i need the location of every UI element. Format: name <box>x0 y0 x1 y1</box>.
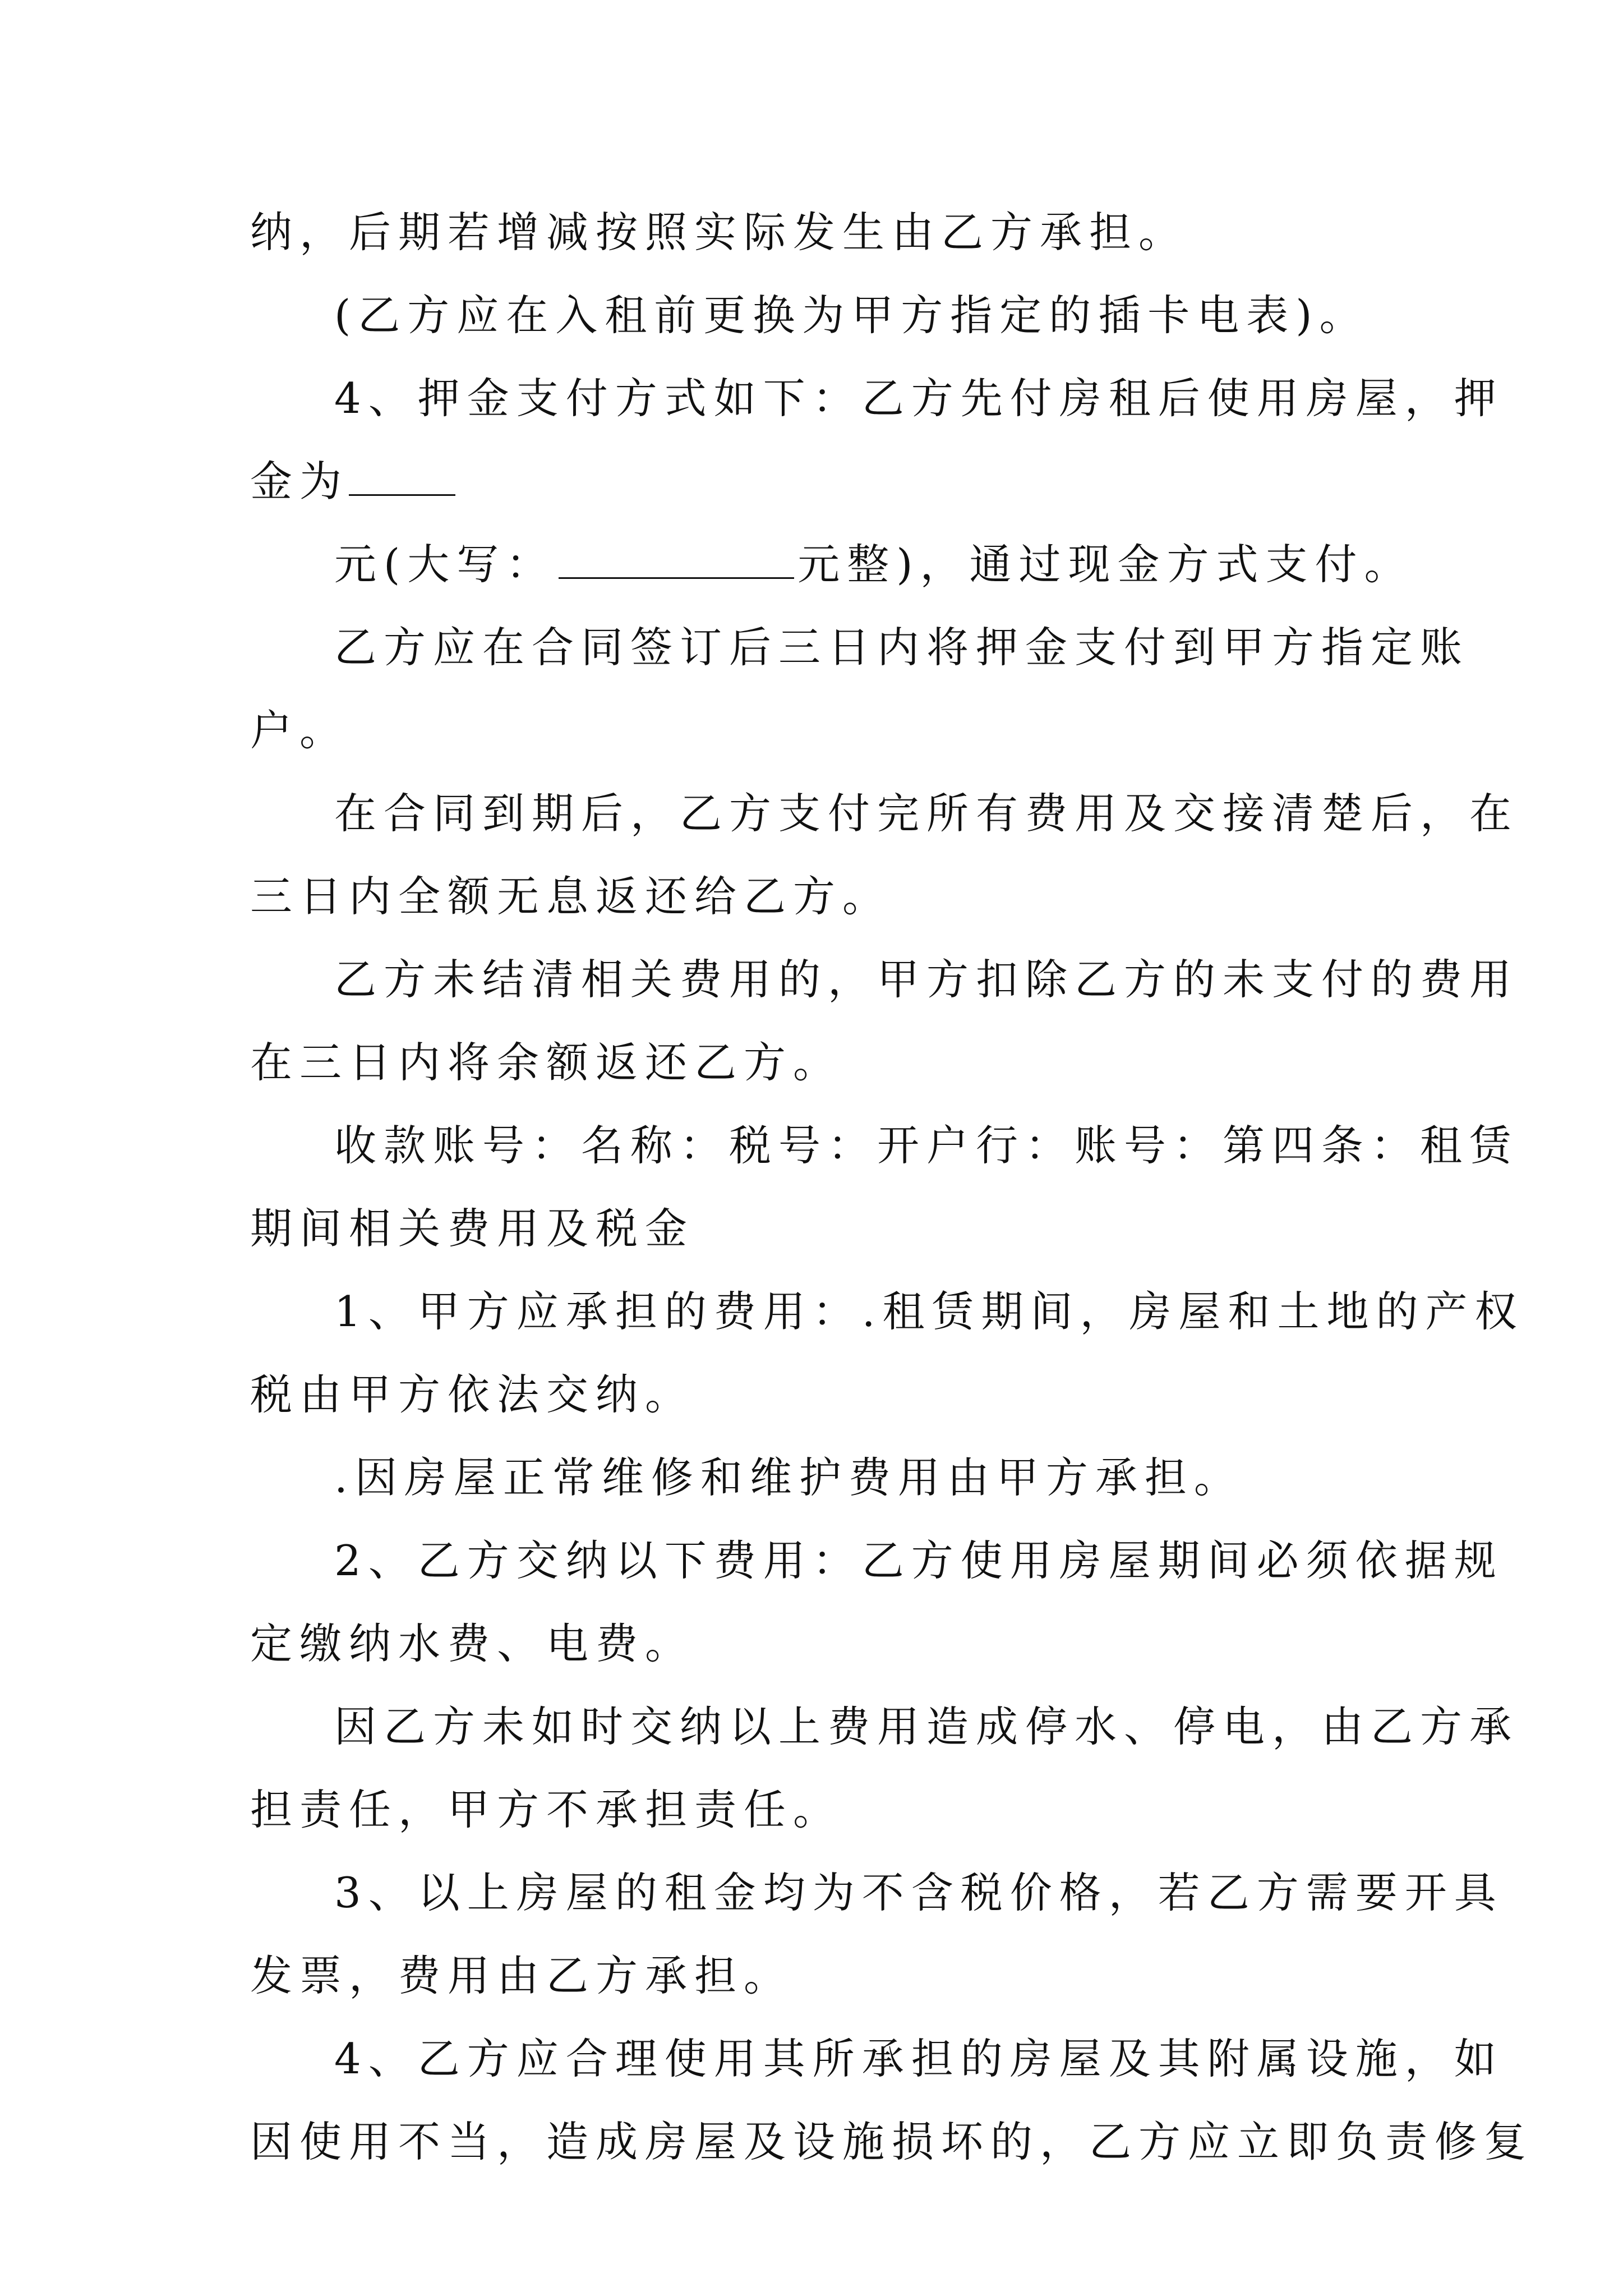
line-text: 乙方应在合同签订后三日内将押金支付到甲方指定账 <box>334 623 1470 672</box>
text-line <box>250 274 1383 357</box>
text-line <box>250 1685 1519 1768</box>
line-text: 期间相关费用及税金 <box>250 1204 695 1253</box>
line-text: 因乙方未如时交纳以上费用造成停水、停电，由乙方承 <box>334 1702 1519 1751</box>
line-text: 元整)，通过现金方式支付。 <box>797 540 1414 589</box>
text-line <box>250 191 1383 274</box>
text-line <box>250 1353 1383 1436</box>
line-text: 定缴纳水费、电费。 <box>250 1619 695 1668</box>
deposit-uppercase-blank <box>559 542 794 579</box>
line-text: 4、乙方应合理使用其所承担的房屋及其附属设施，如 <box>334 2034 1504 2083</box>
line-text: (乙方应在入租前更换为甲方指定的插卡电表)。 <box>334 291 1369 340</box>
text-line <box>250 523 1414 606</box>
document-page <box>250 191 1534 2183</box>
text-line <box>250 440 1383 523</box>
line-text: 乙方未结清相关费用的，甲方扣除乙方的未支付的费用 <box>334 955 1519 1004</box>
line-text: 金为 <box>250 457 349 506</box>
line-text: 元(大写： <box>334 540 556 589</box>
line-text: .因房屋正常维修和维护费用由甲方承担。 <box>334 1453 1243 1502</box>
line-text: 1、甲方应承担的费用：.租赁期间，房屋和土地的产权 <box>334 1287 1524 1336</box>
text-line <box>250 1851 1504 1934</box>
text-line <box>250 938 1519 1021</box>
line-text: 纳，后期若增减按照实际发生由乙方承担。 <box>250 208 1188 257</box>
line-text: 户。 <box>250 706 349 755</box>
text-line <box>250 357 1504 440</box>
line-text: 4、押金支付方式如下：乙方先付房租后使用房屋，押 <box>334 374 1504 423</box>
text-line <box>250 1934 1383 2017</box>
text-line <box>250 689 1383 772</box>
line-text: 3、以上房屋的租金均为不含税价格，若乙方需要开具 <box>334 1868 1504 1917</box>
line-text: 三日内全额无息返还给乙方。 <box>250 872 892 921</box>
text-line <box>250 606 1470 689</box>
text-line <box>250 1021 1383 1104</box>
deposit-amount-blank <box>349 459 455 496</box>
text-line <box>250 2100 1534 2183</box>
line-text: 在合同到期后，乙方支付完所有费用及交接清楚后，在 <box>334 789 1519 838</box>
line-text: 在三日内将余额返还乙方。 <box>250 1038 843 1087</box>
text-line <box>250 1436 1383 1519</box>
line-text: 收款账号：名称：税号：开户行：账号：第四条：租赁 <box>334 1121 1519 1170</box>
text-line <box>250 1104 1519 1187</box>
text-line <box>250 1519 1504 1602</box>
text-line <box>250 855 1383 938</box>
text-line <box>250 1270 1524 1353</box>
line-text: 担责任，甲方不承担责任。 <box>250 1785 843 1834</box>
text-line <box>250 2017 1504 2100</box>
line-text: 发票，费用由乙方承担。 <box>250 1951 794 2000</box>
text-line <box>250 1602 1383 1685</box>
text-line <box>250 772 1519 855</box>
text-line <box>250 1768 1383 1851</box>
line-text: 因使用不当，造成房屋及设施损坏的，乙方应立即负责修复 <box>250 2117 1534 2166</box>
text-line <box>250 1187 1383 1270</box>
line-text: 税由甲方依法交纳。 <box>250 1370 695 1419</box>
line-text: 2、乙方交纳以下费用：乙方使用房屋期间必须依据规 <box>334 1536 1504 1585</box>
